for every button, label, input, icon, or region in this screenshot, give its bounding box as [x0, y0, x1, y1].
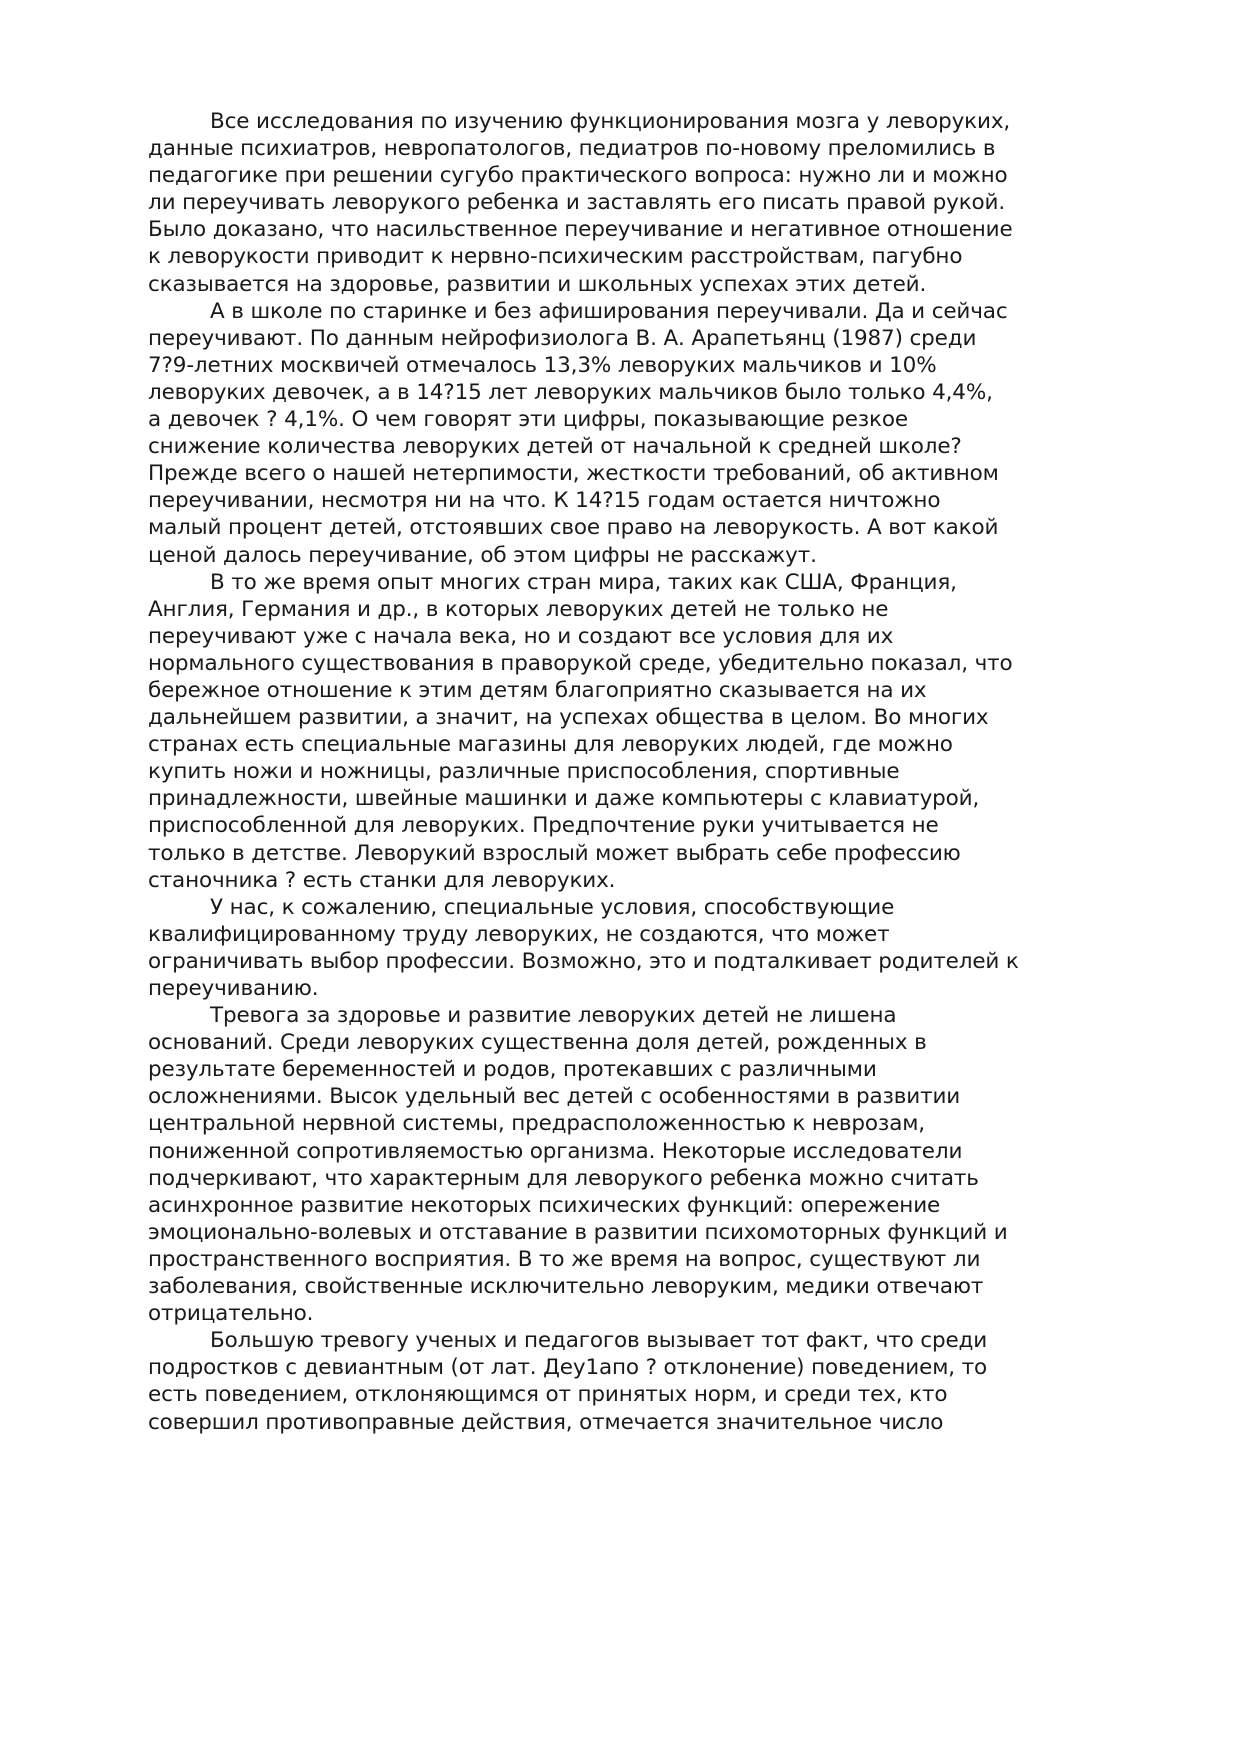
text-line: совершил противоправные действия, отмечается значительное число [148, 1409, 944, 1435]
text-line: приспособленной для леворуких. Предпочтение руки учитывается не [148, 813, 939, 839]
text-line: заболевания, свойственные исключительно леворуким, медики отвечают [148, 1274, 984, 1300]
text-line: пространственного восприятия. В то же время на вопрос, существуют ли [148, 1246, 981, 1272]
text-line: Тревога за здоровье и развитие леворуких детей не лишена [210, 1003, 897, 1029]
text-line: малый процент детей, отстоявших свое право на леворукость. А вот какой [148, 515, 999, 541]
text-line: 7?9-летних москвичей отмечалось 13,3% леворуких мальчиков и 10% [148, 352, 937, 378]
text-line: Прежде всего о нашей нетерпимости, жесткости требований, об активном [148, 461, 999, 487]
text-line: переучивании, несмотря ни на что. К 14?15 годам остается ничтожно [148, 488, 941, 514]
text-line: переучивают уже с начала века, но и создают все условия для их [148, 623, 894, 649]
text-line: эмоционально-волевых и отставание в развитии психомоторных функций и [148, 1219, 1008, 1245]
text-line: А в школе по старинке и без афиширования переучивали. Да и сейчас [210, 298, 1008, 324]
text-line: Все исследования по изучению функционирования мозга у леворуких, [210, 109, 1011, 134]
paragraph [148, 298, 1148, 569]
text-line: купить ножи и ножницы, различные приспособления, спортивные [148, 759, 900, 785]
text-line: результате беременностей и родов, протекавших с различными [148, 1057, 877, 1083]
text-line: сказывается на здоровье, развитии и школьных успехах этих детей. [148, 271, 927, 297]
text-line: леворуких девочек, а в 14?15 лет леворуких мальчиков было только 4,4%, [148, 379, 993, 405]
text-line: ограничивать выбор профессии. Возможно, это и подталкивает родителей к [148, 948, 1019, 974]
text-line: переучиванию. [148, 976, 319, 1001]
text-line: только в детстве. Леворукий взрослый может выбрать себе профессию [148, 840, 961, 866]
text-line: В то же время опыт многих стран мира, таких как США, Франция, [210, 569, 957, 595]
text-line: подчеркивают, что характерным для леворукого ребенка можно считать [148, 1165, 979, 1191]
text-line: квалифицированному труду леворуких, не создаются, что может [148, 921, 890, 947]
document-page [148, 108, 1148, 1436]
paragraph [148, 569, 1148, 894]
paragraph [148, 894, 1148, 1002]
text-line: У нас, к сожалению, специальные условия, способствующие [210, 894, 895, 920]
text-line: принадлежности, швейные машинки и даже компьютеры с клавиатурой, [148, 786, 980, 812]
text-line: данные психиатров, невропатологов, педиатров по-новому преломились в [148, 136, 996, 162]
text-line: нормального существования в праворукой среде, убедительно показал, что [148, 650, 1013, 676]
text-line: переучивают. По данным нейрофизиолога В. А. Арапетьянц (1987) среди [148, 325, 977, 351]
text-line: к леворукости приводит к нервно-психическим расстройствам, пагубно [148, 244, 963, 270]
text-line: бережное отношение к этим детям благоприятно сказывается на их [148, 677, 927, 703]
paragraph [148, 108, 1148, 298]
text-line: есть поведением, отклоняющимся от принятых норм, и среди тех, кто [148, 1382, 948, 1408]
text-line: Было доказано, что насильственное переучивание и негативное отношение [148, 217, 1013, 243]
text-line: странах есть специальные магазины для леворуких людей, где можно [148, 732, 953, 758]
paragraph [148, 1327, 1148, 1435]
text-line: педагогике при решении сугубо практического вопроса: нужно ли и можно [148, 163, 1008, 189]
text-line: ценой далось переучивание, об этом цифры не расскажут. [148, 542, 817, 568]
text-line: асинхронное развитие некоторых психических функций: опережение [148, 1192, 941, 1218]
text-line: снижение количества леворуких детей от начальной к средней школе? [148, 434, 962, 460]
text-line: подростков с девиантным (от лат. Деу1апо ? отклонение) поведением, то [148, 1355, 988, 1381]
text-line: оснований. Среди леворуких существенна доля детей, рожденных в [148, 1030, 927, 1056]
text-line: отрицательно. [148, 1301, 314, 1327]
text-line: пониженной сопротивляемостью организма. Некоторые исследователи [148, 1138, 963, 1164]
text-line: дальнейшем развитии, а значит, на успехах общества в целом. Во многих [148, 705, 989, 731]
text-line: центральной нервной системы, предрасположенностью к неврозам, [148, 1111, 925, 1137]
text-line: Большую тревогу ученых и педагогов вызывает тот факт, что среди [210, 1328, 988, 1354]
text-line: а девочек ? 4,1%. О чем говорят эти цифры, показывающие резкое [148, 407, 908, 433]
paragraph [148, 1002, 1148, 1327]
text-line: Англия, Германия и др., в которых леворуких детей не только не [148, 596, 889, 622]
text-line: станочника ? есть станки для леворуких. [148, 867, 616, 893]
text-line: ли переучивать леворукого ребенка и заставлять его писать правой рукой. [148, 190, 1006, 216]
text-line: осложнениями. Высок удельный вес детей с особенностями в развитии [148, 1084, 961, 1110]
